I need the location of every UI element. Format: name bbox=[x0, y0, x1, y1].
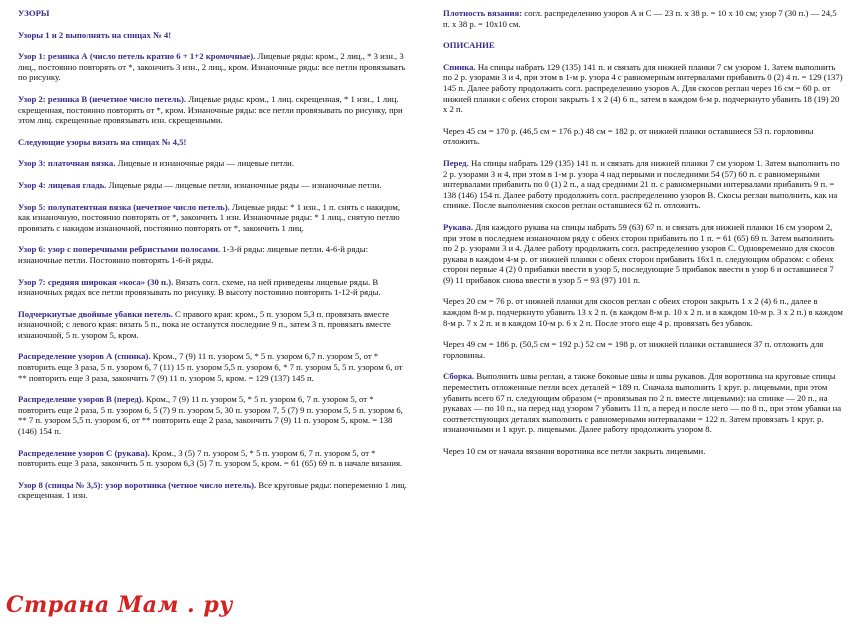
double-decreases bbox=[18, 309, 410, 341]
description-title: ОПИСАНИЕ bbox=[443, 40, 495, 51]
layout-b-text: Кром., 7 (9) 11 п. узором 5, * 5 п. узором 6, 7 п. узором 5, от * повторить еще 2 раза, 5 п. узором 6, 5 (7) 9 п. узором 5, 30 п. узором 7, 5 (7) 9 п. узором 5, 5 п. узором 6, ** 7 п. узором 5,5 п. узором 6, от ** повторить еще 2 раза, закончить 7 (9) 11 п. узором 5, кром. = 138 (146) 154 п. bbox=[18, 394, 403, 437]
pattern-8-text: Все круговые ряды: попеременно 1 лиц. скрещенная. 1 изн. bbox=[18, 479, 407, 501]
front-text: На спицы набрать 129 (135) 141 п. и связать для нижней планки 7 см узором 1. Затем выполнить по 2 р. узорами 3 и 4, при этом в 1-м р. узора 4 над первыми и последними 54 (57) 60 п. с равномерными интервалами прибавить по 0 (1) 2 п., а над средними 21 п. с равномерными интервалами прибавить 9 п. = 138 (146) 154 п. Далее работу продолжить согл. распределению узоров В. Скосы реглан выполнить, как на спинке. После выполнения скосов реглан оставшиеся 62 п. отложить. bbox=[443, 157, 840, 211]
needle-note-1: Узоры 1 и 2 выполнять на спицах № 4! bbox=[18, 29, 172, 40]
back-section-2: Через 45 см = 170 р. (46,5 см = 176 р.) 48 см = 182 р. от нижней планки оставшиеся 53 п. горловины отложить. bbox=[443, 125, 814, 147]
layout-b bbox=[18, 394, 410, 436]
gauge-text: согл. распределению узоров А и С — 23 п. х 38 р. = 10 х 10 см; узор 7 (30 п.) — 24,5 п. х 38 р. = 10х10 см. bbox=[443, 8, 837, 29]
layout-c bbox=[18, 448, 410, 469]
front-section bbox=[443, 158, 843, 211]
pattern-4 bbox=[18, 180, 410, 191]
pattern-8-heading: Узор 8 (спицы № 3,5): узор воротника (четное число петель). bbox=[18, 479, 257, 490]
pattern-3 bbox=[18, 158, 410, 169]
pattern-4-text: Лицевые ряды — лицевые петли, изнаночные ряды — изнаночные петли. bbox=[106, 179, 382, 190]
pattern-5-heading: Узор 5: полупатентная вязка (нечетное число петель). bbox=[18, 201, 230, 212]
gauge bbox=[443, 8, 843, 29]
right-column bbox=[443, 8, 843, 468]
back-section bbox=[443, 62, 843, 115]
pattern-6-text: 1-3-й ряды: лицевые петли. 4-6-й ряды: изнаночные петли. Постоянно повторять 1-6-й ряды. bbox=[18, 244, 369, 265]
pattern-2-text: Лицевые ряды: кром., 1 лиц. скрещенная, * 1 изн., 1 лиц. скрещенная, постоянно повторять от *, кром. Изнаночные ряды: все петли провязывать по рисунку, при этом лиц. скрещенные провязывать изн. скрещенными. bbox=[18, 93, 403, 126]
pattern-3-text: Лицевые и изнаночные ряды — лицевые петли. bbox=[115, 158, 294, 169]
double-decreases-heading: Подчеркнутые двойные убавки петель. bbox=[18, 308, 173, 319]
layout-b-heading: Распределение узоров В (перед). bbox=[18, 394, 144, 405]
left-column bbox=[18, 8, 410, 512]
gauge-heading: Плотность вязания: bbox=[443, 8, 523, 18]
final-note: Через 10 см от начала вязания воротника все петли закрыть лицевыми. bbox=[443, 446, 706, 456]
assembly-section bbox=[443, 371, 843, 435]
pattern-7-text: Вязать согл. схеме, на ней приведены лицевые ряды. В изнаночных рядах все петли провязывать по рисунку. В высоту постоянно повторять 1-12-й ряды. bbox=[18, 276, 381, 298]
pattern-7 bbox=[18, 277, 410, 298]
layout-a bbox=[18, 351, 410, 383]
layout-a-heading: Распределение узоров А (спинка). bbox=[18, 351, 151, 362]
patterns-title: УЗОРЫ bbox=[18, 8, 50, 18]
pattern-3-heading: Узор 3: платочная вязка. bbox=[18, 158, 116, 169]
pattern-5-text: Лицевые ряды: * 1 изн., 1 п. снять с накидом, как изнаночную, постоянно повторять от *, закончить 1 изн. Изнаночные ряды: * 1 лиц., снятую петлю провязать с накидом изнаночной, постоянно повторять от *, закончить 1 лиц. bbox=[18, 201, 401, 233]
pattern-8 bbox=[18, 480, 410, 501]
layout-c-text: Кром., 3 (5) 7 п. узором 5, * 5 п. узором 6, 7 п. узором 5, от * повторить еще 3 раза, закончить 5 п. узором 6,3 (5) 7 п. узором 5, кром. = 61 (65) 69 п. в начале вязания. bbox=[18, 447, 403, 469]
sleeves-heading: Рукава. bbox=[443, 221, 474, 232]
pattern-2 bbox=[18, 94, 410, 126]
pattern-4-heading: Узор 4: лицевая гладь. bbox=[18, 179, 107, 190]
pattern-5 bbox=[18, 202, 410, 234]
site-watermark: Страна Мам . ру bbox=[6, 592, 233, 618]
pattern-7-heading: Узор 7: средняя широкая «коса» (30 п.). bbox=[18, 276, 174, 287]
assembly-text: Выполнить швы реглан, а также боковые швы и швы рукавов. Для воротника на круговые спицы переместить отложенные петли всех деталей = 189 п. Сначала выполнить 1 круг. р. лицевыми, при этом убавить всего 67 п. следующим образом (= провязывая по 2 п. вместе лицевыми): на спинке — 20 п., на рукавах — по 10 п., на перед над узором 7 убавить 11 п, а перед и после него — по 8 п., при этом убавки на соответствующих деталях выполнить с равномерными интервалами = 122 п. Затем провязать 1 круг. р. изнаночными и 1 круг. р. лицевыми. Далее работу продолжить узором 8. bbox=[443, 371, 842, 435]
sleeves-section-3: Через 49 см = 186 р. (50,5 см = 192 р.) 52 см = 198 р. от нижней планки оставшиеся 37 п. отложить для горловины. bbox=[443, 339, 824, 360]
pattern-1 bbox=[18, 51, 410, 83]
pattern-6-heading: Узор 6: узор с поперечными ребристыми полосами. bbox=[18, 244, 221, 255]
double-decreases-text: С правого края: кром., 5 п. узором 5,3 п. провязать вместе изнаночной; с левого края: вязать 5 п., пока не останутся последние 9 п., затем 3 п. провязать вместе изнаночной, 5 п. узором 5, кром. bbox=[18, 308, 391, 340]
pattern-2-heading: Узор 2: резинка В (нечетное число петель). bbox=[18, 93, 187, 104]
back-text: На спицы набрать 129 (135) 141 п. и связать для нижней планки 7 см узором 1. Затем выполнить по 2 р. узорами 3 и 4, при этом в 1-м р. узора 4 с равномерным интервалами прибавить 0 (2) 4 п. = 129 (137) 145 п. Далее работу продолжить согл. распределению узоров А. Для скосов реглан через 16 см = 60 р. от нижней планки с обеих сторон закрыть 1 х 2 (4) 6 п., затем в каждом 6-м р. подчеркнуто убавить 18 (19) 20 х 2 п. bbox=[443, 61, 843, 115]
layout-c-heading: Распределение узоров С (рукава). bbox=[18, 447, 150, 458]
sleeves-section-2: Через 20 см = 76 р. от нижней планки для скосов реглан с обеих сторон закрыть 1 х 2 (4) 6 п., далее в каждом 8-м р. подчеркнуто убавить 13 х 2 п. (в каждом 8-м р. 10 х 2 п. и в каждом 10-м р. 3 х 2 п.) в каждом 8-м р. 7 х 2 п. и в каждом 10-м р. 6 х 2 п. После этого еще 4 р. провязать без убавок. bbox=[443, 296, 843, 328]
back-heading: Спинка. bbox=[443, 61, 476, 72]
needle-note-2: Следующие узоры вязать на спицах № 4,5! bbox=[18, 136, 187, 147]
pattern-1-text: Лицевые ряды: кром., 2 лиц., * 3 изн., 3 лиц., постоянно повторять от *, закончить 3 изн., 2 лиц., кром. Изнаночные ряды: все петли провязывать по рисунку. bbox=[18, 51, 406, 83]
sleeves-section bbox=[443, 222, 843, 286]
pattern-6 bbox=[18, 244, 410, 265]
pattern-1-heading: Узор 1: резинка А (число петель кратно 6 + 1+2 кромочные). bbox=[18, 51, 256, 62]
front-heading: Перед. bbox=[443, 157, 469, 168]
layout-a-text: Кром., 7 (9) 11 п. узором 5, * 5 п. узором 6,7 п. узором 5, от * повторить еще 3 раза, 5 п. узором 6, 7 (11) 15 п. узором 5,5 п. узором 6, * 7 п. узором 5, 5 п. узором 6, от ** повторить еще 3 раза, закончить 7 (9) 11 п. узором 5, кром. = 129 (137) 145 п. bbox=[18, 351, 403, 383]
sleeves-text: Для каждого рукава на спицы набрать 59 (63) 67 п. и связать для нижней планки 16 см узором 2, при этом в последнем изнаночном ряду с обеих сторон прибавить по 1 п. = 61 (65) 69 п. Затем выполнить по 2 р. узорами 3 и 4. Далее работу продолжить согл. распределению узоров С. Одновременно для скосов рукава в каждом 4-м р. от нижней планки с обеих сторон прибавить 16х1 п. следующим образом: с обеих сторон первые 4 (2) 0 прибавки ввести в узор 5, последующие 5 прибавок ввести в узор 6 и оставшиеся 7 (9) 11 прибавок снова ввести в узор 5 = 93 (97) 101 п. bbox=[443, 221, 835, 285]
assembly-heading: Сборка. bbox=[443, 371, 475, 382]
